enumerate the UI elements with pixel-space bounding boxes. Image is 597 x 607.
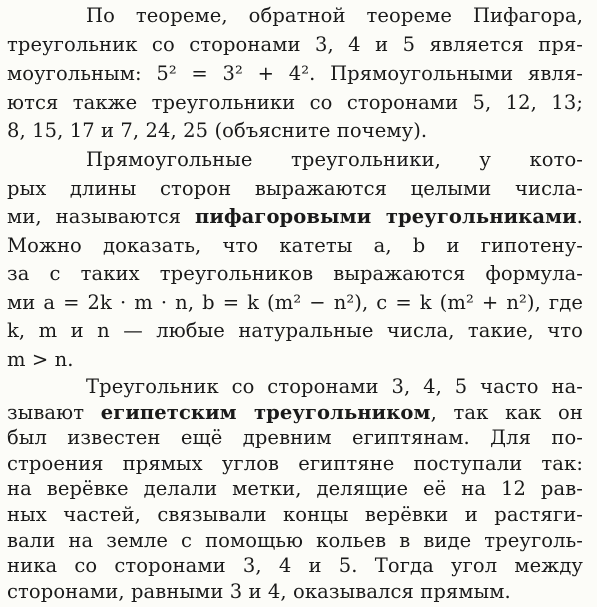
p1-line-1: По теореме, обратной теореме Пифагора, [86, 4, 583, 27]
p2-line-3-text: ми, называются пифагоровыми треугольниками. [7, 205, 583, 228]
p2-line-3 [7, 203, 583, 230]
p1-line-2: треугольник со сторонами 3, 4 и 5 является пря- [7, 33, 583, 56]
p2-line-5: за c таких треугольников выражаются формула- [7, 262, 583, 285]
p3-line-1: Треугольник со сторонами 3, 4, 5 часто на- [86, 375, 583, 398]
p1-line-4: ются также треугольники со сторонами 5, 12, 13; [7, 91, 583, 114]
p3-line-6: ных частей, связывали концы верёвки и растяги- [7, 503, 583, 526]
p3-line-5: на верёвке делали метки, делящие её на 12 рав- [7, 477, 583, 501]
p2-line-8: m > n. [7, 348, 74, 371]
p2-line-6-formula: ми a = 2k · m · n, b = k (m² − n²), c = k (m² + n²), где [7, 291, 583, 314]
term-pythagorean-triangles: пифагоровыми треугольниками [195, 205, 577, 228]
p3-line-2: зывают египетским треугольником, так как он [7, 400, 583, 424]
p3-line-4: строения прямых углов египтяне поступали так: [7, 451, 583, 475]
p1-line-3: моугольным: 5² = 3² + 4². Прямоугольными явля- [7, 62, 583, 85]
p1-line-5: 8, 15, 17 и 7, 24, 25 (объясните почему). [7, 119, 428, 142]
p2-line-7: k, m и n — любые натуральные числа, такие, что [7, 319, 583, 342]
p3-line-9: сторонами, равными 3 и 4, оказывался прямым. [7, 579, 511, 603]
p2-line-1: Прямоугольные треугольники, у кото- [86, 148, 583, 171]
p3-line-7: вали на земле с помощью кольев в виде треуголь- [7, 528, 583, 552]
p3-line-3: был известен ещё древним египтянам. Для по- [7, 426, 583, 450]
p2-line-4: Можно доказать, что катеты a, b и гипотену- [7, 234, 583, 257]
p2-line-2: рых длины сторон выражаются целыми числа- [7, 177, 583, 200]
term-egyptian-triangle: египетским треугольником [100, 400, 431, 424]
p3-line-8: ника со сторонами 3, 4 и 5. Тогда угол между [7, 554, 583, 578]
